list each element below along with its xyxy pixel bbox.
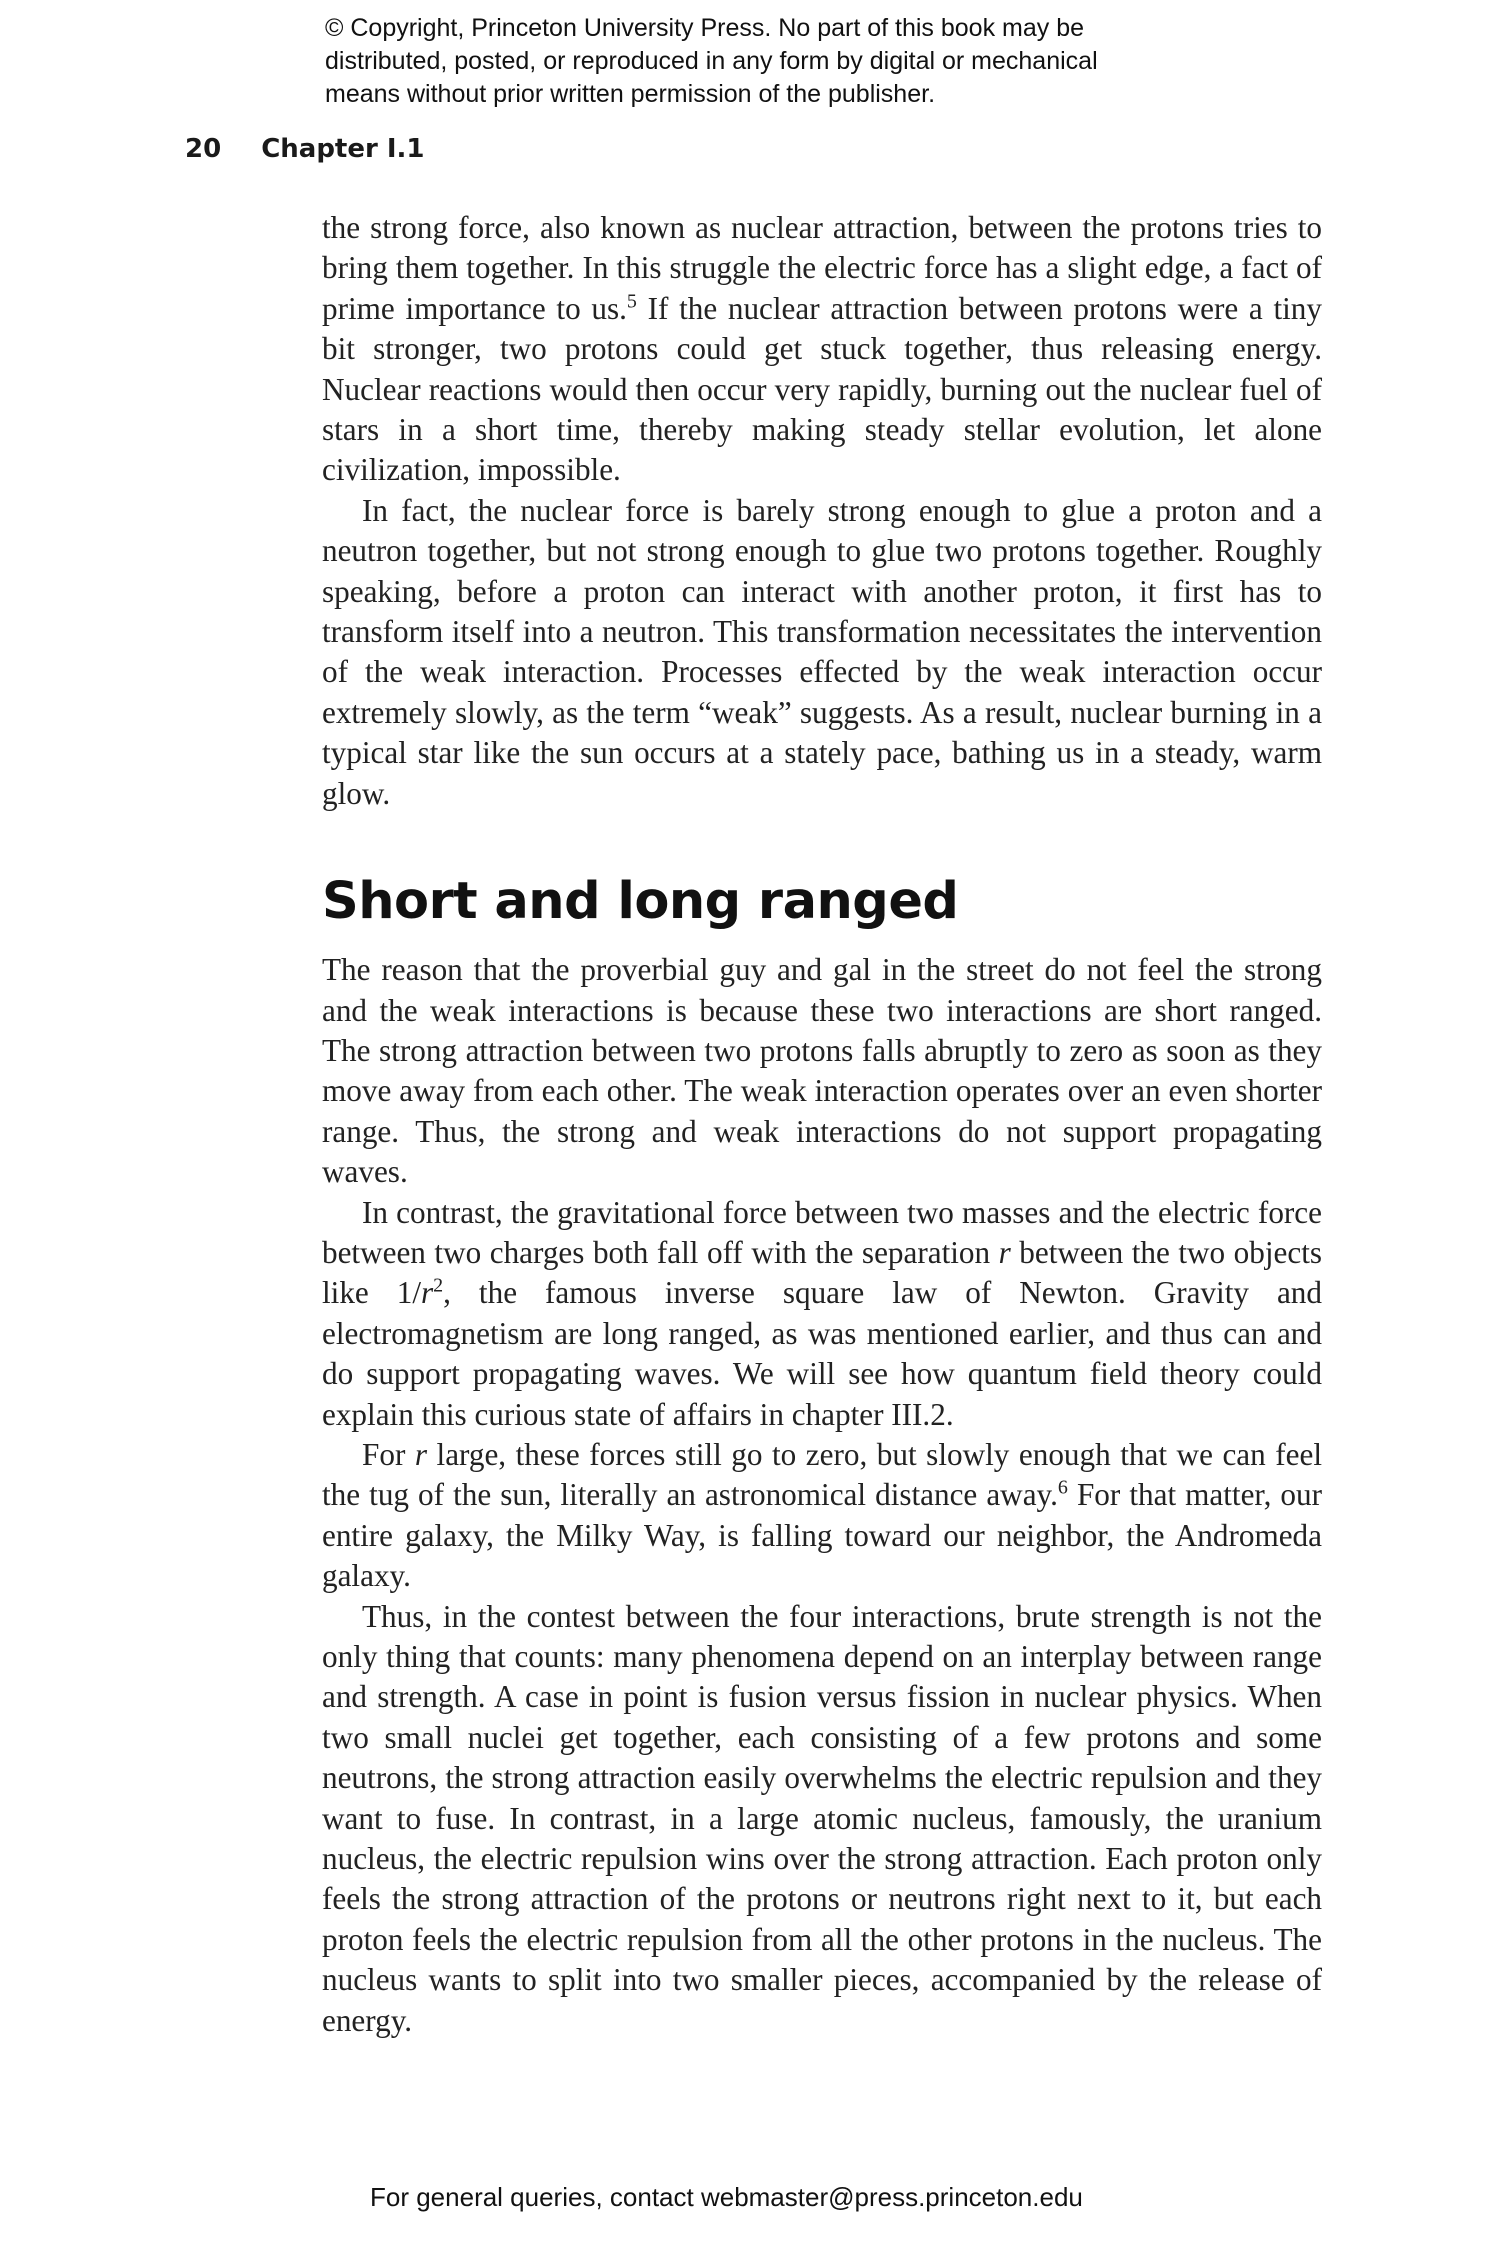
variable-r: r: [414, 1436, 427, 1472]
exponent: 2: [433, 1274, 444, 1297]
paragraph-text: If the nuclear attraction between protons were a tiny bit stronger, two protons could get stuck together, thus releasing energy. Nuclear reactions would then occur very rapidly, burning out the nuclear fuel of stars in a short time, thereby making steady stellar evolution, let alone civilization, impossible.: [322, 290, 1322, 488]
paragraph-text: large, these forces still go to zero, but slowly enough that we can feel the tug of the sun, literally an astronomical distance away.: [322, 1436, 1322, 1513]
paragraph: The reason that the proverbial guy and gal in the street do not feel the strong and the weak interactions is because these two interactions are short ranged. The strong attraction between two protons falls abruptly to zero as soon as they move away from each other. The weak interaction operates over an even shorter range. Thus, the strong and weak interactions do not support propagating waves.: [322, 952, 1322, 1190]
paragraph: Thus, in the contest between the four interactions, brute strength is not the only thing that counts: many phenomena depend on an interplay between range and strength. A case in point is fusion versus fission in nuclear physics. When two small nuclei get together, each consisting of a few protons and some neutrons, the strong attraction easily overwhelms the electric repulsion and they want to fuse. In contrast, in a large atomic nucleus, famously, the uranium nucleus, the electric repulsion wins over the strong attraction. Each proton only feels the strong attraction of the protons or neutrons right next to it, but each proton feels the electric repulsion from all the other protons in the nucleus. The nucleus wants to split into two smaller pieces, accompanied by the release of energy.: [322, 1598, 1322, 2038]
copyright-line-1: © Copyright, Princeton University Press. No part of this book may be: [325, 14, 1085, 42]
variable-r: r: [421, 1275, 434, 1311]
footnote-marker: 5: [626, 290, 637, 313]
chapter-label: Chapter I.1: [261, 134, 425, 164]
paragraph-text: For: [362, 1436, 415, 1472]
variable-r: r: [998, 1234, 1011, 1270]
copyright-notice: [325, 12, 1205, 111]
copyright-line-3: means without prior written permission of the publisher.: [325, 80, 936, 108]
paragraph-text: For that matter, our entire galaxy, the Milky Way, is falling toward our neighbor, the Andromeda galaxy.: [322, 1477, 1322, 1594]
page-number: 20: [185, 134, 222, 164]
footnote-marker: 6: [1057, 1476, 1068, 1499]
paragraph-text: the strong force, also known as nuclear attraction, between the protons tries to bring them together. In this struggle the electric force has a slight edge, a fact of prime importance to us.: [322, 210, 1322, 326]
paragraph: [322, 1435, 1322, 1597]
running-head: [185, 134, 425, 164]
paragraph-text: , the famous inverse square law of Newton. Gravity and electromagnetism are long ranged, as was mentioned earlier, and thus can and do support propagating waves. We will see how quantum field theory could explain this curious state of affairs in chapter III.2.: [322, 1275, 1322, 1432]
copyright-line-2: distributed, posted, or reproduced in any form by digital or mechanical: [325, 47, 1098, 75]
paragraph: In fact, the nuclear force is barely strong enough to glue a proton and a neutron together, but not strong enough to glue two protons together. Roughly speaking, before a proton can interact with another proton, it first has to transform itself into a neutron. This transformation necessitates the intervention of the weak interaction. Processes effected by the weak interaction occur extremely slowly, as the term “weak” suggests. As a result, nuclear burning in a typical star like the sun occurs at a stately pace, bathing us in a steady, warm glow.: [322, 492, 1322, 811]
paragraph: [322, 208, 1322, 491]
paragraph-text: between the two objects like 1/: [322, 1234, 1323, 1311]
body-text: [322, 208, 1322, 2041]
paragraph-text: In contrast, the gravitational force between two masses and the electric force between two charges both fall off with the separation: [322, 1194, 1322, 1270]
section-heading: Short and long ranged: [322, 872, 959, 932]
paragraph: [322, 1193, 1322, 1435]
footer-contact: For general queries, contact webmaster@press.princeton.edu: [370, 2182, 1083, 2212]
